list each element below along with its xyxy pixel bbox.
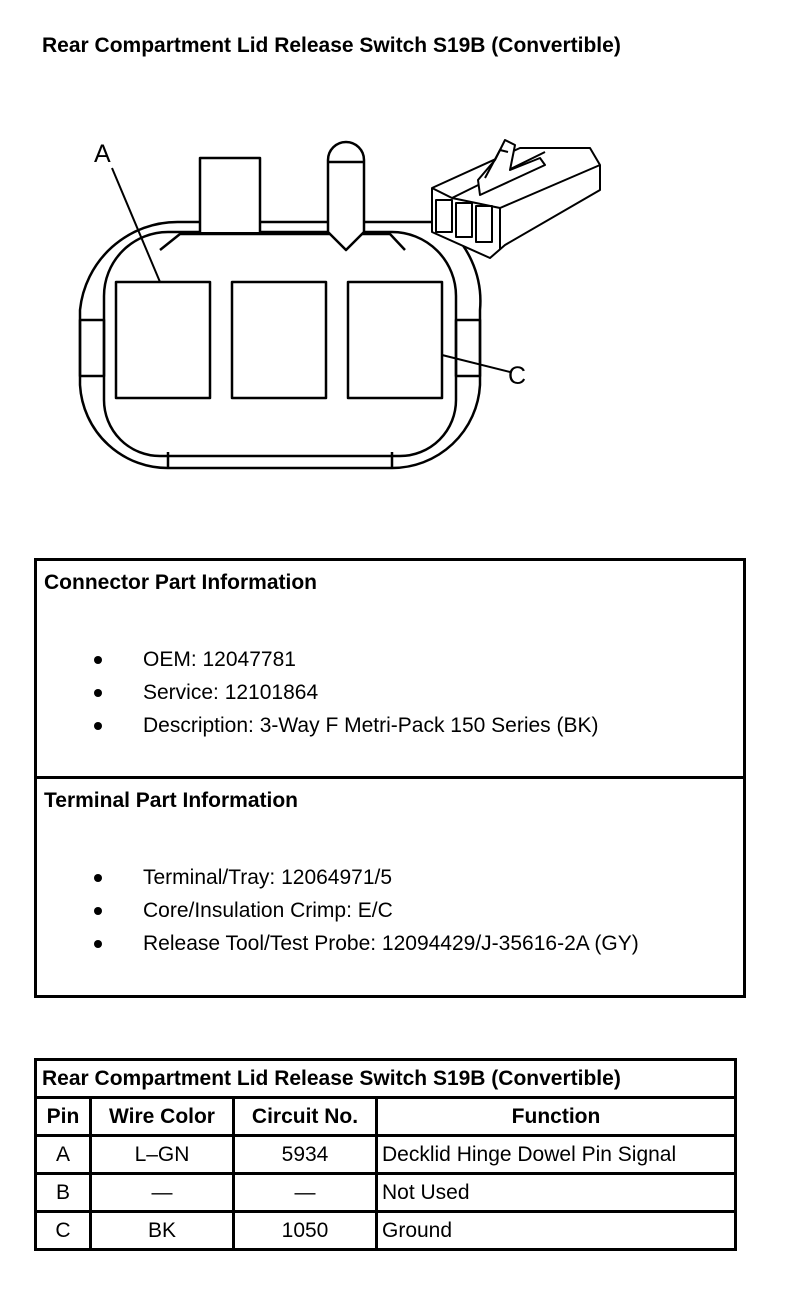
table-caption: Rear Compartment Lid Release Switch S19B (Convertible) [36, 1060, 736, 1098]
page-title: Rear Compartment Lid Release Switch S19B (Convertible) [42, 34, 621, 57]
list-item [37, 676, 599, 709]
column-header: Function [377, 1098, 736, 1136]
bullet-icon [94, 907, 102, 915]
connector-face-outer [80, 222, 480, 468]
cavity-a [116, 282, 210, 398]
column-header: Pin [36, 1098, 91, 1136]
connector-iso-view [432, 140, 600, 258]
connector-diagram [0, 120, 800, 480]
terminal-info-list [37, 861, 639, 960]
right-side-tab [456, 320, 480, 376]
table-cell: L–GN [91, 1136, 234, 1174]
table-cell: — [234, 1174, 377, 1212]
bullet-icon [94, 940, 102, 948]
list-item-text: Service: 12101864 [143, 681, 319, 704]
bullet-icon [94, 874, 102, 882]
table-row [36, 1136, 736, 1174]
bullet-icon [94, 722, 102, 730]
column-header: Circuit No. [234, 1098, 377, 1136]
connector-face-inner [104, 232, 456, 456]
part-info-box [34, 558, 746, 998]
table-cell: 5934 [234, 1136, 377, 1174]
table-row [36, 1212, 736, 1250]
list-item-text: Core/Insulation Crimp: E/C [143, 899, 393, 922]
table-cell: Not Used [377, 1174, 736, 1212]
pin-table [34, 1058, 737, 1251]
table-cell: 1050 [234, 1212, 377, 1250]
terminal-info-heading: Terminal Part Information [44, 789, 298, 812]
list-item [37, 709, 599, 742]
bullet-icon [94, 656, 102, 664]
table-cell: Decklid Hinge Dowel Pin Signal [377, 1136, 736, 1174]
table-caption-row [36, 1060, 736, 1098]
table-cell: A [36, 1136, 91, 1174]
callout-c-label: C [508, 362, 527, 390]
table-cell: B [36, 1174, 91, 1212]
lock-tab [200, 158, 260, 232]
connector-info-heading: Connector Part Information [44, 571, 318, 594]
list-item [37, 643, 599, 676]
list-item [37, 894, 639, 927]
table-cell: — [91, 1174, 234, 1212]
table-cell: C [36, 1212, 91, 1250]
list-item-text: Terminal/Tray: 12064971/5 [143, 866, 393, 889]
connector-top-ridge [160, 234, 405, 250]
callout-a-label: A [94, 140, 111, 168]
table-header-row [36, 1098, 736, 1136]
bullet-icon [94, 689, 102, 697]
callout-c-leader [442, 355, 510, 372]
table-cell: BK [91, 1212, 234, 1250]
key-post [328, 142, 364, 250]
bottom-notch [168, 452, 392, 468]
list-item-text: Description: 3-Way F Metri-Pack 150 Series (BK) [143, 714, 599, 737]
list-item [37, 927, 639, 960]
cavity-c [348, 282, 442, 398]
connector-part-info [37, 561, 743, 779]
list-item-text: Release Tool/Test Probe: 12094429/J-35616-2A (GY) [143, 932, 639, 955]
cavity-b [232, 282, 326, 398]
list-item [37, 861, 639, 894]
table-cell: Ground [377, 1212, 736, 1250]
column-header: Wire Color [91, 1098, 234, 1136]
table-row [36, 1174, 736, 1212]
connector-info-list [37, 643, 599, 742]
list-item-text: OEM: 12047781 [143, 648, 296, 671]
terminal-part-info [37, 779, 743, 995]
left-side-tab [80, 320, 104, 376]
